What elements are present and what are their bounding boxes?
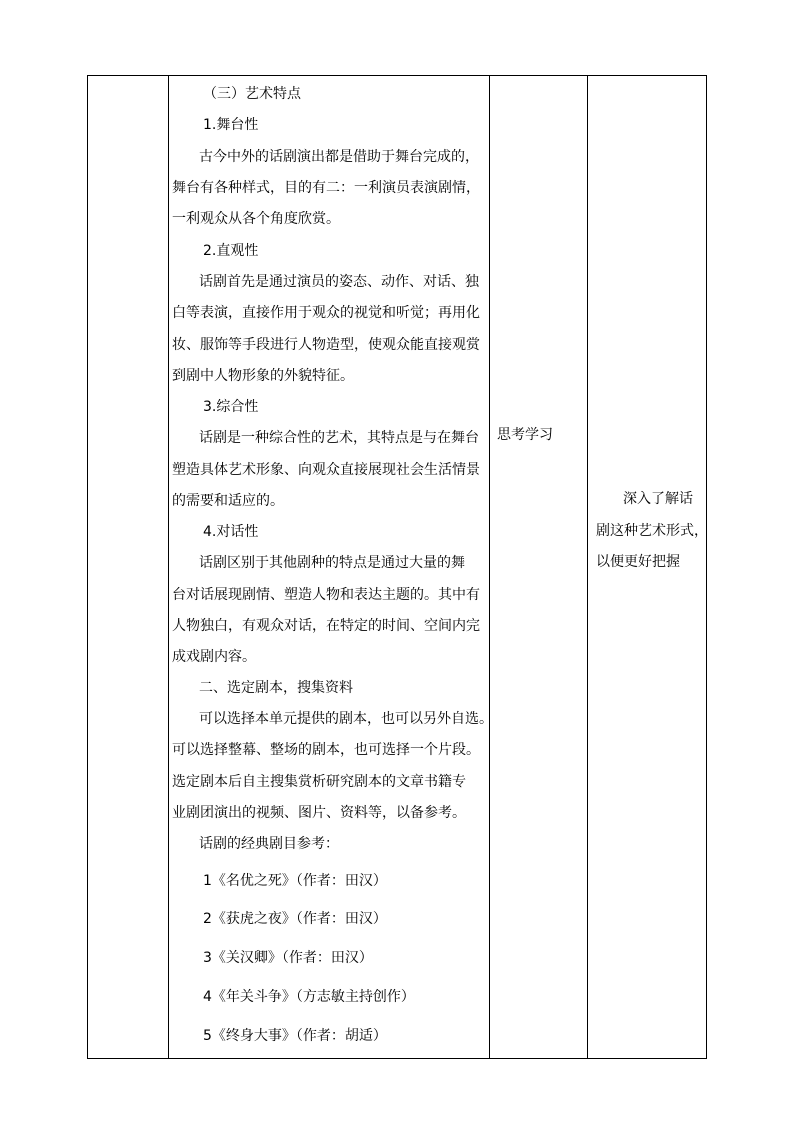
- section-heading: （三）艺术特点: [203, 86, 301, 102]
- paragraph-line: 话剧是一种综合性的艺术，其特点是与在舞台: [199, 430, 479, 446]
- paragraph-line: 妆、服饰等手段进行人物造型，使观众能直接观赏: [172, 337, 480, 353]
- column-divider: [168, 76, 169, 1058]
- column-divider: [489, 76, 490, 1058]
- item-title: 4.对话性: [203, 524, 259, 540]
- student-activity-cell: 思考学习: [497, 427, 553, 443]
- paragraph-line: 选定剧本后自主搜集赏析研究剧本的文章书籍专: [172, 774, 466, 790]
- paragraph-line: 话剧首先是通过演员的姿态、动作、对话、独: [199, 274, 479, 290]
- paragraph-line: 的需要和适应的。: [172, 493, 284, 509]
- paragraph-line: 剧这种艺术形式，: [596, 523, 708, 539]
- paragraph-line: 塑造具体艺术形象、向观众直接展现社会生活情景: [172, 462, 480, 478]
- paragraph-line: 以便更好把握: [596, 554, 680, 570]
- paragraph-line: 到剧中人物形象的外貌特征。: [172, 368, 354, 384]
- paragraph-line: 业剧团演出的视频、图片、资料等，以备参考。: [172, 805, 466, 821]
- column-divider: [587, 76, 588, 1058]
- section-heading: 二、选定剧本，搜集资料: [199, 680, 353, 696]
- paragraph-line: 可以选择本单元提供的剧本，也可以另外自选。: [199, 711, 493, 727]
- paragraph-line: 成戏剧内容。: [172, 649, 256, 665]
- list-item: 5《终身大事》（作者：胡适）: [203, 1028, 387, 1044]
- list-item: 4《年关斗争》（方志敏主持创作）: [203, 989, 415, 1005]
- item-title: 3.综合性: [203, 399, 259, 415]
- list-item: 3《关汉卿》（作者：田汉）: [203, 950, 373, 966]
- item-title: 1.舞台性: [203, 117, 259, 133]
- list-item: 1《名优之死》（作者：田汉）: [203, 873, 387, 889]
- paragraph-line: 白等表演，直接作用于观众的视觉和听觉；再用化: [172, 305, 480, 321]
- lesson-table: [87, 75, 707, 1059]
- paragraph-line: 可以选择整幕、整场的剧本，也可选择一个片段。: [172, 742, 480, 758]
- paragraph-line: 深入了解话: [623, 491, 693, 507]
- paragraph-line: 话剧的经典剧目参考：: [199, 836, 339, 852]
- paragraph-line: 古今中外的话剧演出都是借助于舞台完成的，: [199, 149, 479, 165]
- paragraph-line: 一利观众从各个角度欣赏。: [172, 211, 340, 227]
- list-item: 2《获虎之夜》（作者：田汉）: [203, 911, 387, 927]
- paragraph-line: 台对话展现剧情、塑造人物和表达主题的。其中有: [172, 587, 480, 603]
- item-title: 2.直观性: [203, 243, 259, 259]
- paragraph-line: 话剧区别于其他剧种的特点是通过大量的舞: [199, 555, 465, 571]
- paragraph-line: 人物独白，有观众对话，在特定的时间、空间内完: [172, 618, 480, 634]
- paragraph-line: 舞台有各种样式，目的有二：一利演员表演剧情，: [172, 180, 480, 196]
